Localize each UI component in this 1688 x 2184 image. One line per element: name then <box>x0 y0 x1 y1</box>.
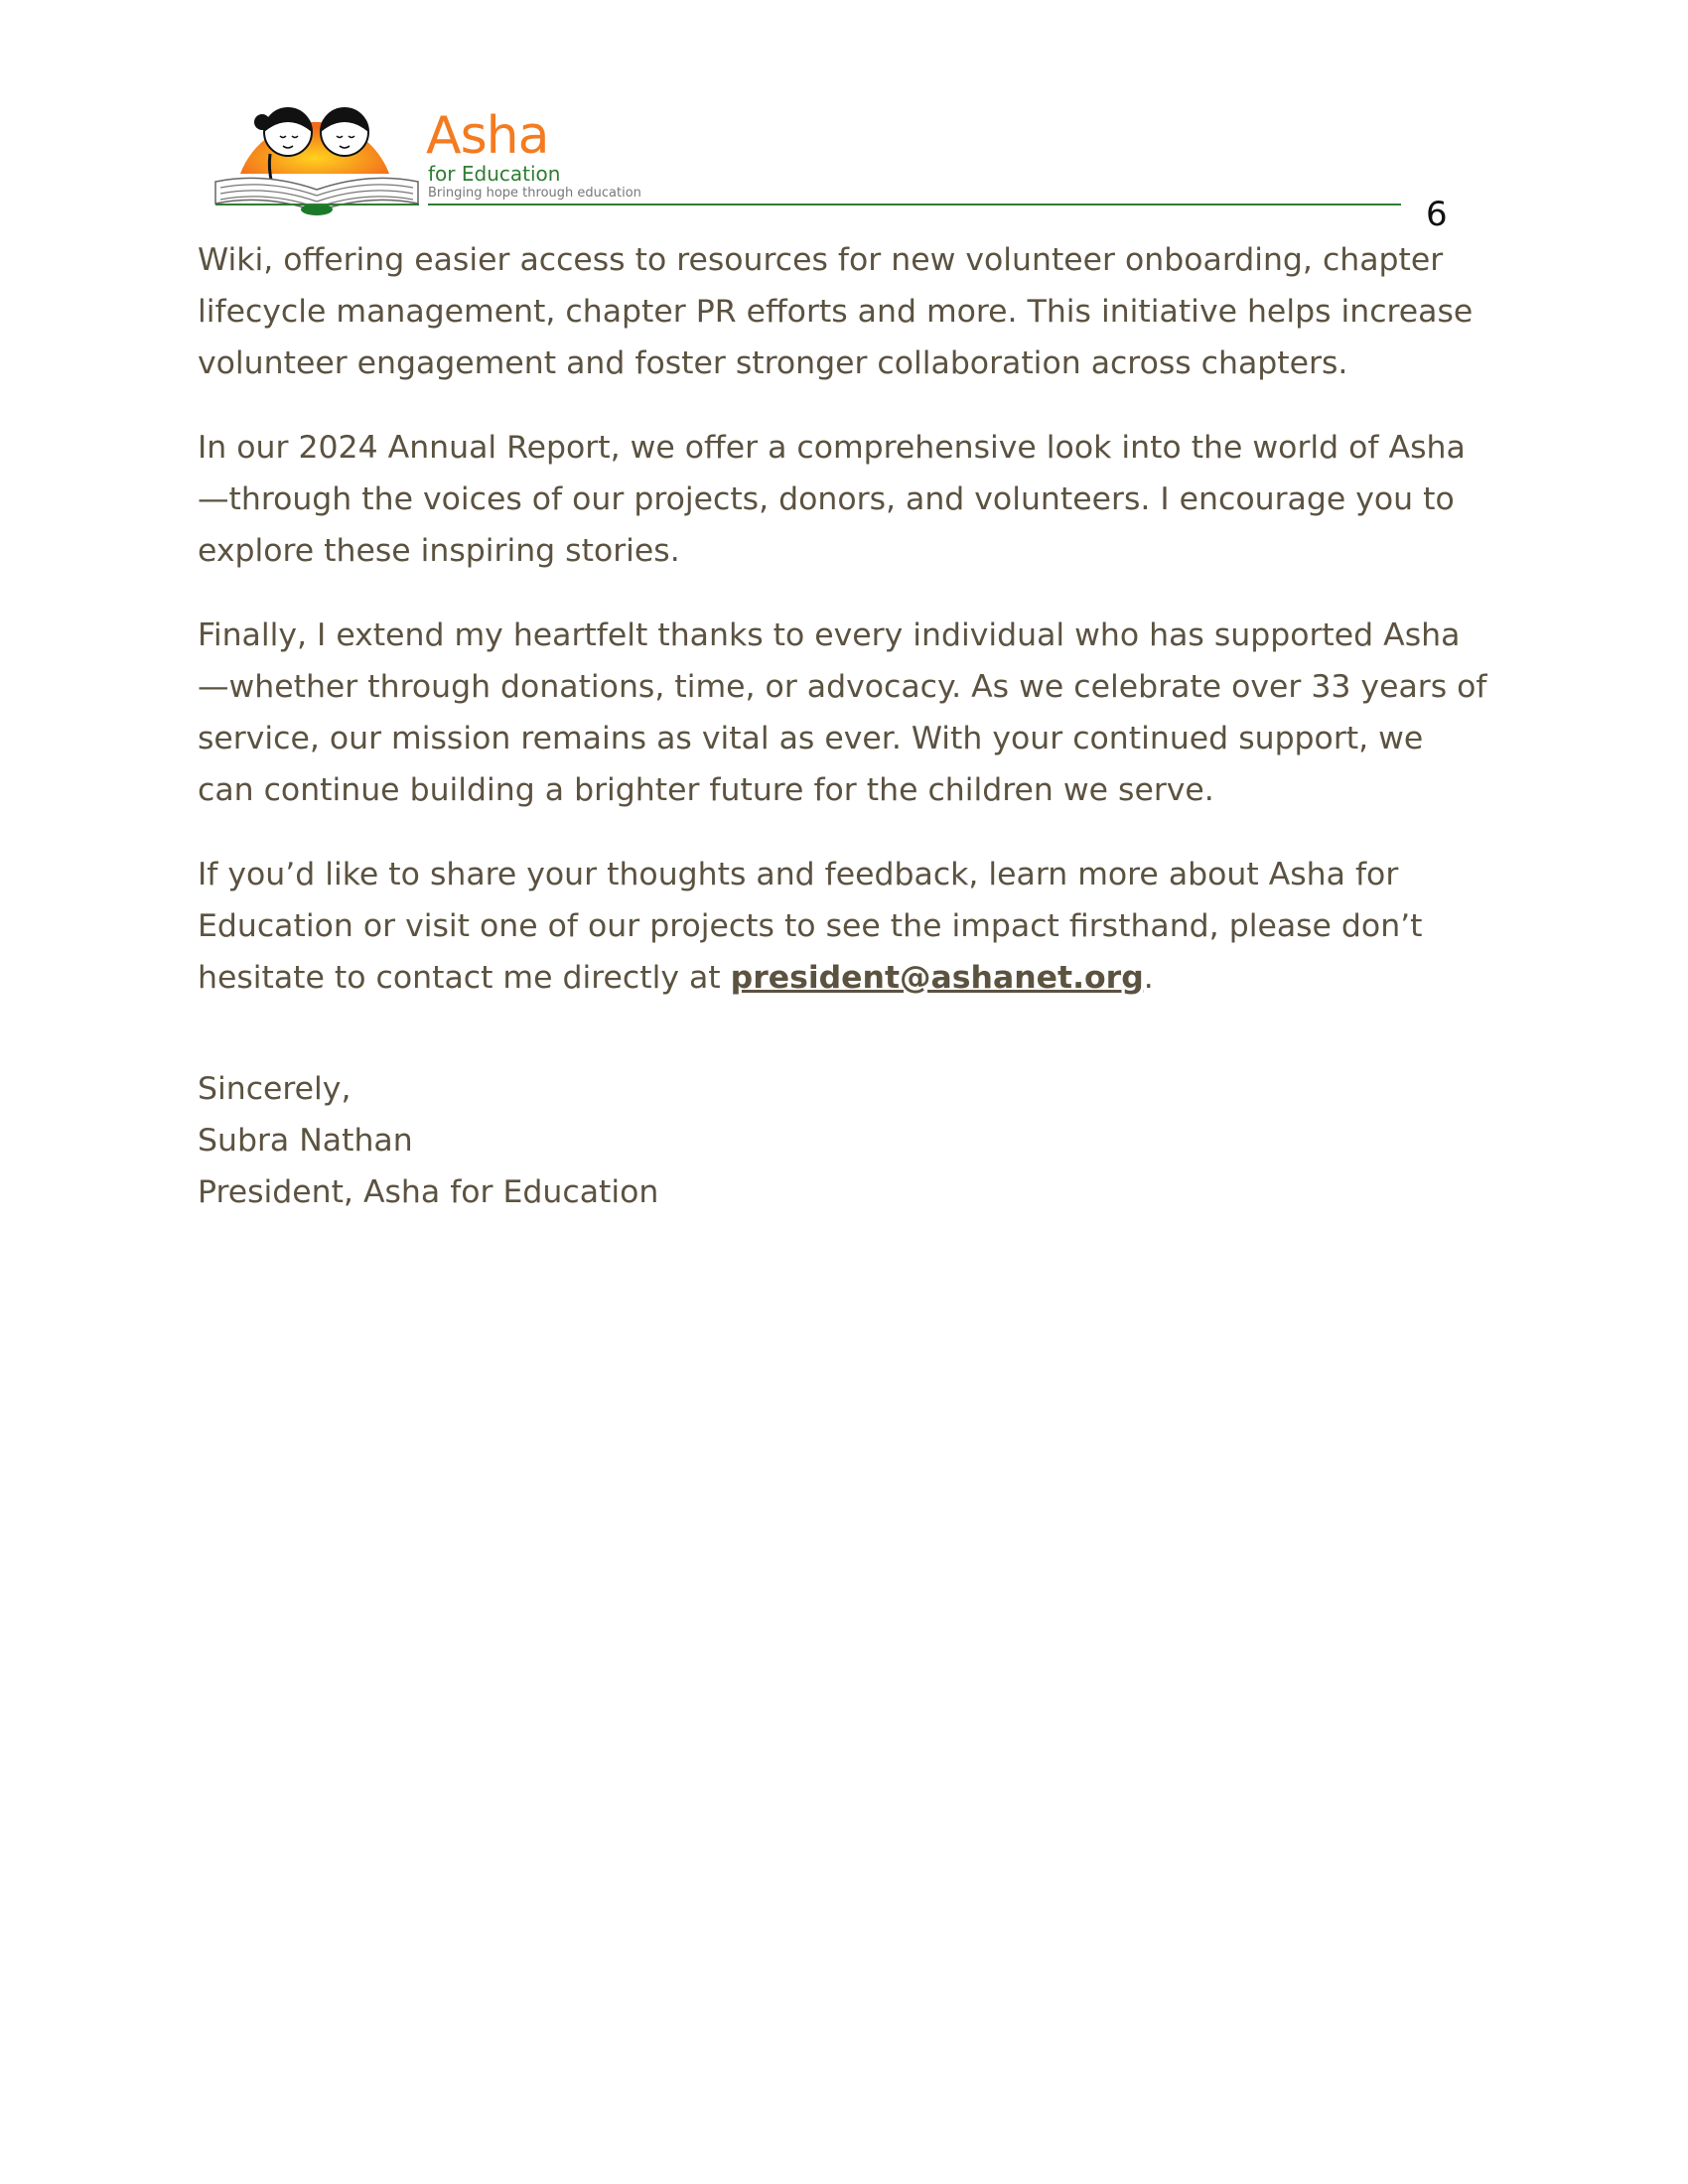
header-rule-left <box>215 204 419 205</box>
contact-end: . <box>1143 960 1154 996</box>
letter-body <box>198 234 1488 1218</box>
page-header <box>211 94 1402 218</box>
brand-name: Asha <box>426 106 549 166</box>
contact-text: If you’d like to share your thoughts and feedback, learn more about Asha for Education or visit one of our projects to see the impact firsthand, please don’t hesitate to contact me directly at <box>198 857 1423 996</box>
signer-name: Subra Nathan <box>198 1123 413 1159</box>
salutation: Sincerely, <box>198 1071 352 1107</box>
header-rule <box>428 204 1401 205</box>
contact-paragraph <box>198 849 1488 1004</box>
paragraph: Finally, I extend my heartfelt thanks to every individual who has supported Asha—whether through donations, time, or advocacy. As we celebrate over 33 years of service, our mission remains as vital as ever. With your continued support, we can continue building a brighter future for the children we serve. <box>198 617 1487 808</box>
paragraph: Wiki, offering easier access to resources for new volunteer onboarding, chapter lifecycle management, chapter PR efforts and more. This initiative helps increase volunteer engagement and foster stronger collaboration across chapters. <box>198 242 1474 381</box>
signer-title: President, Asha for Education <box>198 1174 659 1210</box>
letter-closing <box>198 1063 1488 1218</box>
president-email-link[interactable]: president@ashanet.org <box>730 960 1144 996</box>
page-number: 6 <box>1426 195 1448 234</box>
paragraph: In our 2024 Annual Report, we offer a comprehensive look into the world of Asha—through the voices of our projects, donors, and volunteers. I encourage you to explore these inspiring stories. <box>198 430 1466 569</box>
brand-subtitle: for Education <box>428 162 561 186</box>
asha-logo-icon <box>211 94 424 218</box>
brand-tagline: Bringing hope through education <box>428 186 641 201</box>
